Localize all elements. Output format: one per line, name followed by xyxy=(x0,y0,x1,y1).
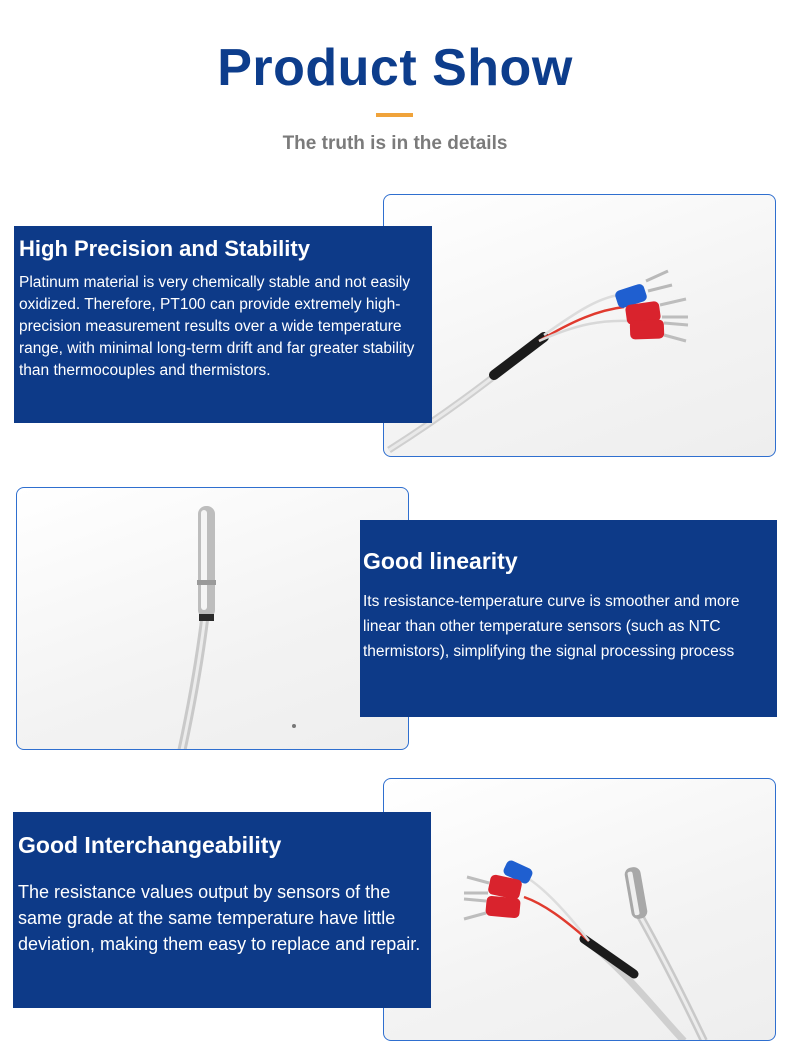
feature-heading: Good Interchangeability xyxy=(18,832,282,858)
feature-description: The resistance values output by sensors of the same grade at the same temperature have little deviation, making them easy to replace and repair. xyxy=(18,881,421,954)
feature-description: Its resistance-temperature curve is smoother and more linear than other temperature sensors (such as NTC thermistors), simplifying the signal processing process xyxy=(363,592,740,660)
page-subtitle: The truth is in the details xyxy=(282,133,508,154)
feature-heading: Good linearity xyxy=(363,548,518,574)
feature-description: Platinum material is very chemically stable and not easily oxidized. Therefore, PT100 can provide extremely high-precision measurement results over a wide temperature range, with minimal long-term drift and far greater stability than thermocouples and thermistors. xyxy=(19,274,415,380)
sensor-assembly-photo xyxy=(383,778,776,1041)
feature-panel-linearity xyxy=(360,520,777,717)
metal-probe-photo xyxy=(16,487,409,750)
feature-panel-interchangeability xyxy=(13,812,431,1008)
feature-panel-precision xyxy=(14,226,432,423)
page-title: Product Show xyxy=(217,39,573,97)
sensor-cable-terminals-photo xyxy=(383,194,776,457)
title-accent-bar xyxy=(376,113,413,117)
feature-heading: High Precision and Stability xyxy=(19,236,310,261)
